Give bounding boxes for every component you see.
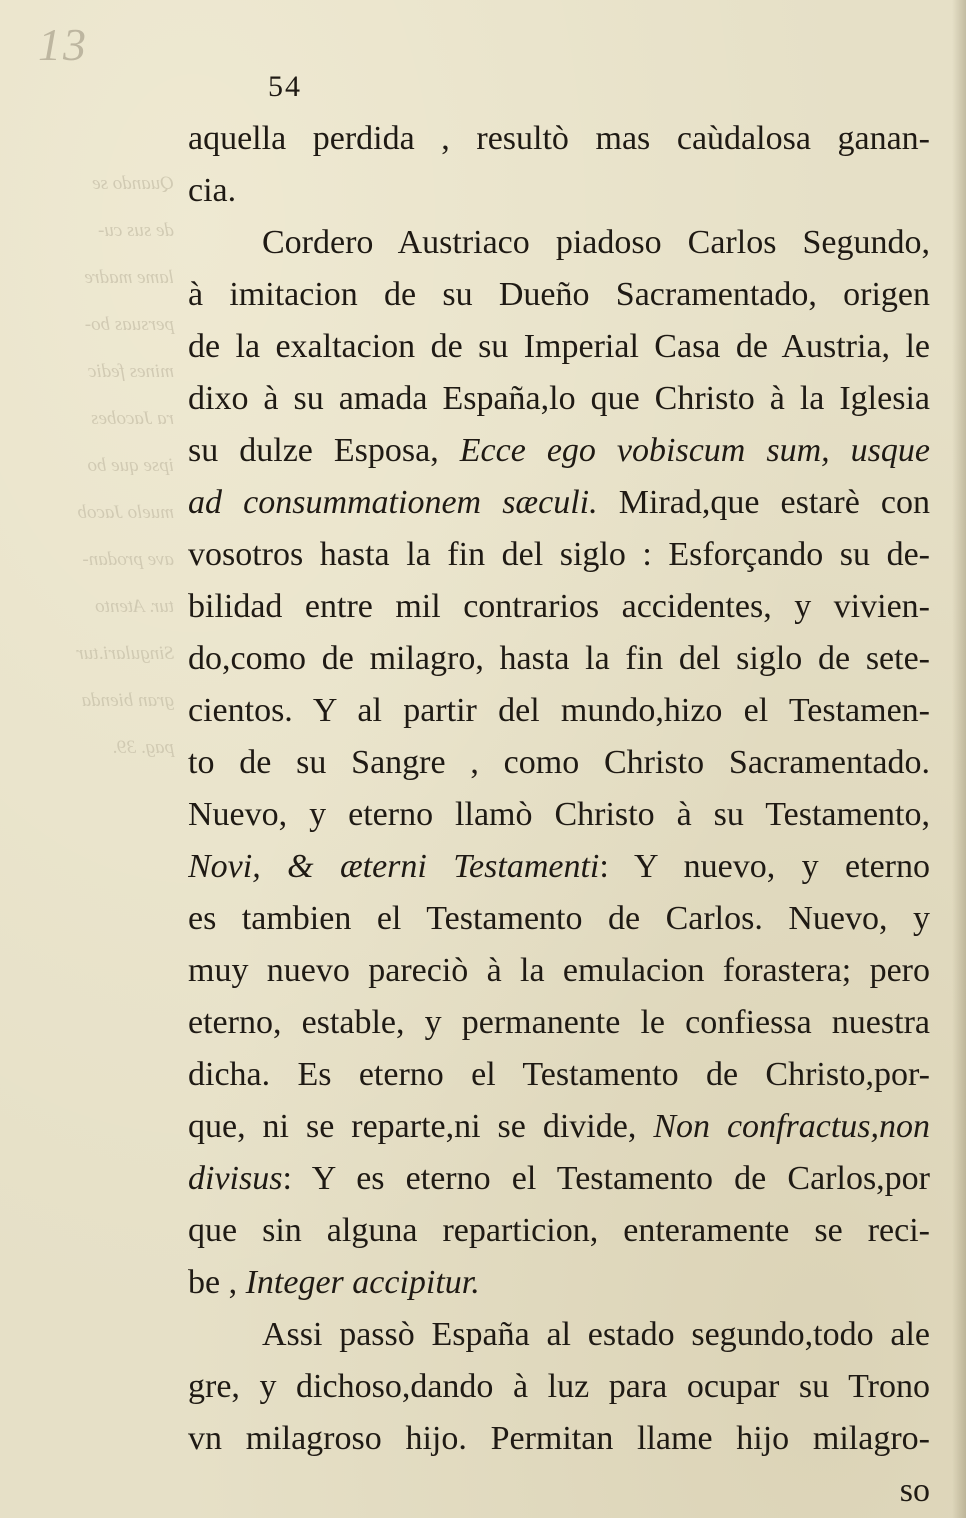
bleed-through-line: ra Jacobes xyxy=(91,408,174,429)
text-line xyxy=(188,1257,930,1309)
bleed-through-line: lame madre xyxy=(84,267,174,288)
bleed-through-line: ave prodan- xyxy=(82,549,174,570)
bleed-through-line: ipse que bo xyxy=(87,455,174,476)
bleed-through-line: tur. Atento xyxy=(95,596,174,617)
text-line: à imitacion de su Dueño Sacramentado, origen xyxy=(188,276,930,313)
bleed-through-marginalia xyxy=(14,160,174,771)
latin-quote: Novi, & æterni Testamenti xyxy=(188,848,600,885)
text-line: que sin alguna reparticion, enteramente se reci- xyxy=(188,1212,930,1249)
text-segment: Mirad,que estarè con xyxy=(597,484,930,521)
bleed-through-line: persuas bo- xyxy=(84,314,174,335)
text-segment: be , xyxy=(188,1264,246,1301)
latin-quote: Integer accipitur. xyxy=(245,1264,480,1301)
text-line: cia. xyxy=(188,172,237,209)
latin-quote: Ecce ego vobiscum sum, usque xyxy=(459,432,930,469)
text-line: vn milagroso hijo. Permitan llame hijo milagro- xyxy=(188,1420,930,1457)
text-line: eterno, estable, y permanente le confiessa nuestra xyxy=(188,1004,930,1041)
page-edge-shadow xyxy=(952,0,966,1518)
text-line: es tambien el Testamento de Carlos. Nuevo, y xyxy=(188,900,930,937)
bleed-through-line: mines fedic xyxy=(87,361,174,382)
text-line xyxy=(188,425,930,477)
text-line: Assi passò España al estado segundo,todo ale xyxy=(262,1316,930,1353)
corner-folio-mark: 13 xyxy=(38,19,88,70)
text-line xyxy=(188,841,930,893)
text-line: vosotros hasta la fin del siglo : Esforçando su de- xyxy=(188,536,930,573)
text-line: to de su Sangre , como Christo Sacramentado. xyxy=(188,744,930,781)
latin-quote: Non confractus,non xyxy=(653,1108,930,1145)
text-line xyxy=(188,1153,930,1205)
page-number: 54 xyxy=(268,70,302,103)
text-segment: : Y es eterno el Testamento de Carlos,por xyxy=(282,1160,930,1197)
text-line: bilidad entre mil contrarios accidentes, y vivien- xyxy=(188,588,930,625)
bleed-through-line: de sus cu- xyxy=(98,220,174,241)
text-segment: su dulze Esposa, xyxy=(188,432,460,469)
text-line: Nuevo, y eterno llamò Christo à su Testamento, xyxy=(188,796,930,833)
bleed-through-line: muelo Jacob xyxy=(77,502,174,523)
text-line xyxy=(188,1101,930,1153)
bleed-through-line: Quando se xyxy=(92,173,174,194)
text-line: muy nuevo pareciò à la emulacion forastera; pero xyxy=(188,952,930,989)
bleed-through-line: Singulari.tur xyxy=(76,643,174,664)
text-line: de la exaltacion de su Imperial Casa de Austria, le xyxy=(188,328,930,365)
text-line: dixo à su amada España,lo que Christo à la Iglesia xyxy=(188,380,930,417)
text-line: Cordero Austriaco piadoso Carlos Segundo, xyxy=(262,224,930,261)
latin-quote: ad consummationem sæculi. xyxy=(188,484,598,521)
text-line: cientos. Y al partir del mundo,hizo el Testamen- xyxy=(188,692,930,729)
text-line: do,como de milagro, hasta la fin del siglo de sete- xyxy=(188,640,930,677)
text-segment: : Y nuevo, y eterno xyxy=(599,848,930,885)
text-line: dicha. Es eterno el Testamento de Christo,por- xyxy=(188,1056,930,1093)
latin-quote: divisus xyxy=(188,1160,283,1197)
text-segment: que, ni se reparte,ni se divide, xyxy=(188,1108,654,1145)
text-line: aquella perdida , resultò mas caùdalosa ganan- xyxy=(188,120,930,157)
text-line xyxy=(188,477,930,529)
text-line: gre, y dichoso,dando à luz para ocupar su Trono xyxy=(188,1368,930,1405)
bleed-through-line: gran bienda xyxy=(81,690,174,711)
body-text xyxy=(188,113,930,1517)
text-line: so xyxy=(899,1472,930,1509)
bleed-through-line: pag. 39. xyxy=(112,737,174,758)
